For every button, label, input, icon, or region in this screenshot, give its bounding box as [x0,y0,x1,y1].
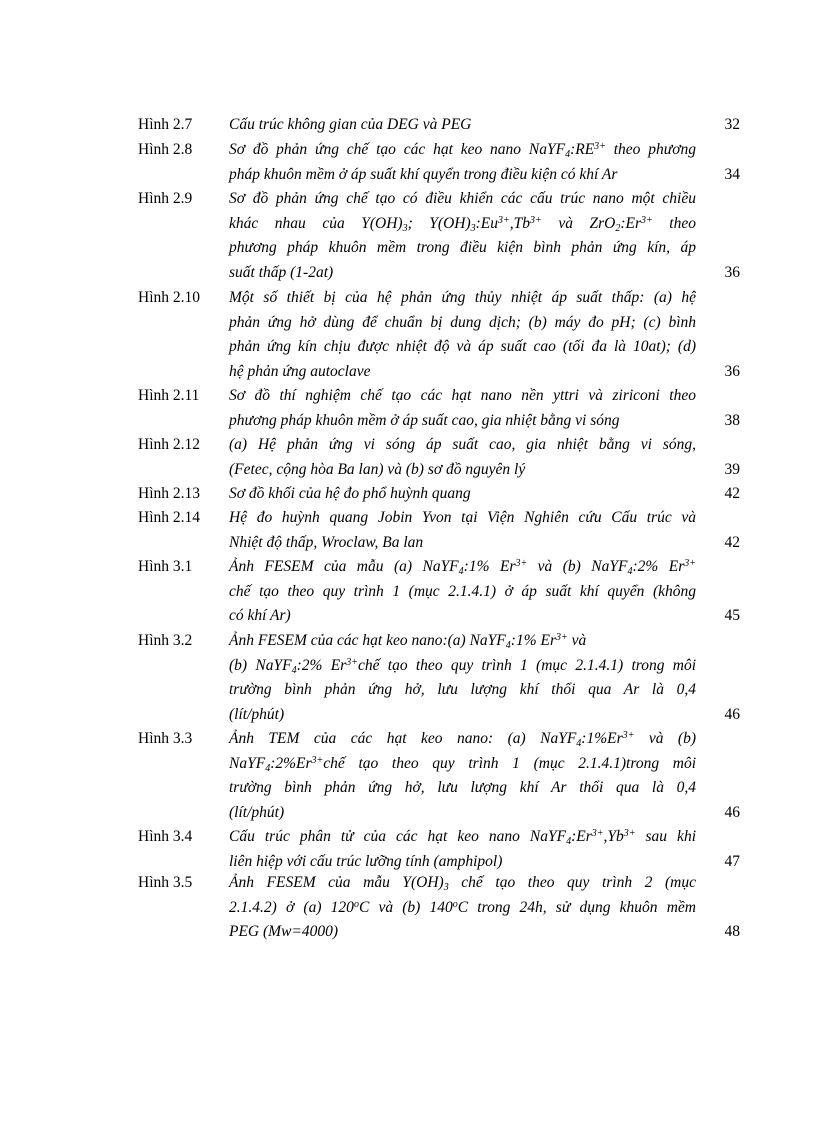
figure-caption [229,727,696,825]
caption-line [229,678,696,703]
caption-sup: 3+ [515,558,528,569]
caption-line [229,236,696,261]
caption-sub: 3 [470,222,476,234]
caption-sub: 4 [627,566,633,577]
caption-line [229,286,696,311]
caption-text: ,Tb [509,214,531,232]
caption-line [229,629,696,654]
caption-sub: 2 [615,222,621,234]
caption-text: C và (b) 140 [358,898,453,916]
caption-sup: 3+ [622,730,635,741]
figure-label: Hình 2.13 [138,485,200,502]
caption-sub: 4 [566,836,572,847]
figure-label: Hình 3.3 [138,730,193,747]
caption-sup: 3+ [530,214,542,226]
caption-line [229,825,696,850]
caption-sup: 3+ [684,558,697,569]
caption-text: :Eu [475,214,499,232]
caption-line [229,360,696,385]
figure-caption [229,482,696,507]
caption-text: suất thấp (1-2at) [229,263,334,281]
caption-text: sau khi [635,828,696,845]
page-number: 32 [724,116,740,133]
caption-line [229,896,696,921]
caption-text: (lít/phút) [229,705,285,723]
figure-caption [229,433,696,482]
caption-sup: o [353,898,359,910]
caption-sup: 3+ [594,141,606,152]
caption-text: khác nhau của Y(OH) [229,214,403,232]
caption-text: NaYF [229,754,266,772]
caption-text: liên hiệp với cấu trúc lưỡng tính (amphipol) [229,852,503,870]
page-number: 38 [724,411,740,429]
page-number: 36 [724,263,740,281]
figure-caption [229,555,696,629]
caption-line [229,113,696,138]
caption-sup: 3+ [311,754,324,766]
caption-text: :Er [620,214,642,232]
caption-text: 2.1.4.2) ở (a) 120 [229,898,354,916]
figure-label: Hình 2.11 [138,387,200,404]
caption-sub: 4 [458,566,464,577]
caption-text: Cấu trúc phân tử của các hạt keo nano NaYF [229,828,567,845]
caption-line [229,531,696,556]
caption-text: :2% Er [296,656,347,674]
caption-text: PEG (Mw=4000) [229,923,339,941]
caption-text: ,Yb [603,828,624,845]
caption-text: :1% Er [463,558,516,575]
caption-text: trường bình phản ứng hở, lưu lượng khí Ar thổi qua là 0,4 [229,779,696,797]
figure-label: Hình 2.8 [138,141,193,158]
caption-text: hệ phản ứng autoclave [229,362,371,380]
page-number: 36 [724,362,740,380]
caption-text: Nhiệt độ thấp, Wroclaw, Ba lan [229,533,424,551]
figure-label: Hình 2.10 [138,289,200,306]
caption-text: Sơ đồ thí nghiệm chế tạo các hạt nano nền yttri và ziriconi theo [229,387,696,404]
caption-line [229,752,696,777]
caption-line [229,458,696,483]
figure-caption [229,825,696,874]
caption-line [229,703,696,728]
caption-sup: 3+ [498,214,510,226]
caption-sub: 3 [402,222,408,234]
caption-text: theo phương [605,141,696,158]
page-number: 46 [724,803,740,821]
page-number: 42 [724,533,740,551]
figure-label: Hình 2.7 [138,116,193,133]
figure-caption [229,384,696,433]
caption-sub: 4 [576,738,582,749]
caption-line [229,311,696,336]
page-number: 45 [724,607,740,625]
figure-caption [229,629,696,727]
caption-text: và (b) [634,730,697,747]
caption-text: pháp khuôn mềm ở áp suất khí quyển trong điều kiện có khí Ar [229,165,618,183]
caption-line [229,482,696,507]
caption-text: phản ứng kín chịu được nhiệt độ và áp suất cao (tối đa là 10at); (d) [229,338,696,356]
figure-caption [229,286,696,384]
page-number: 47 [724,852,740,870]
caption-text: (Fetec, cộng hòa Ba lan) và (b) sơ đồ nguyên lý [229,460,526,478]
caption-text: phản ứng hở dùng để chuẩn bị dung dịch; (b) máy đo pH; (c) bình [229,313,696,331]
caption-line [229,580,696,605]
caption-line [229,138,696,163]
figure-label: Hình 3.5 [138,874,193,891]
figure-label: Hình 2.14 [138,509,200,526]
caption-line [229,212,696,237]
caption-sup: 3+ [641,214,653,226]
caption-text: ; Y(OH) [407,214,471,232]
caption-text: Một số thiết bị của hệ phản ứng thủy nhiệt áp suất thấp: (a) hệ [229,289,696,306]
caption-text: Ảnh TEM của các hạt keo nano: (a) NaYF [229,730,577,747]
caption-text: Ảnh FESEM của mẫu (a) NaYF [229,558,459,575]
caption-line [229,187,696,212]
caption-sup: 3+ [555,632,568,643]
caption-text: phương pháp khuôn mềm ở áp suất cao, gia nhiệt bằng vi sóng [229,411,620,429]
caption-line [229,163,696,188]
caption-text: Cấu trúc không gian của DEG và PEG [229,116,472,133]
caption-sub: 4 [505,640,511,651]
caption-text: theo [652,214,696,232]
caption-line [229,920,696,945]
caption-text: phương pháp khuôn mềm trong điều kiện bình phản ứng kín, áp [229,239,696,257]
caption-text: và [567,632,587,649]
caption-sub: 3 [443,882,449,893]
figure-caption [229,138,696,187]
page-number: 42 [724,485,740,502]
caption-text: Hệ đo huỳnh quang Jobin Yvon tại Viện Nghiên cứu Cấu trúc và [229,509,696,526]
caption-line [229,261,696,286]
caption-text: chế tạo theo quy trình 1 (mục 2.1.4.1)trong môi [323,754,696,772]
caption-text: trường bình phản ứng hở, lưu lượng khí thổi qua Ar là 0,4 [229,681,696,699]
caption-text: (lít/phút) [229,803,285,821]
caption-text: C trong 24h, sử dụng khuôn mềm [457,898,696,916]
caption-line [229,335,696,360]
caption-line [229,433,696,458]
caption-sub: 4 [265,762,271,774]
caption-text: Sơ đồ khối của hệ đo phổ huỳnh quang [229,485,471,502]
caption-line [229,727,696,752]
caption-text: Ảnh FESEM của mẫu Y(OH) [229,874,444,891]
caption-line [229,384,696,409]
caption-line [229,801,696,826]
caption-text: :1%Er [581,730,623,747]
caption-line [229,409,696,434]
caption-text: (a) Hệ phản ứng vi sóng áp suất cao, gia nhiệt bằng vi sóng, [229,436,696,453]
page-number: 39 [724,460,740,478]
caption-text: chế tạo theo quy trình 1 (mục 2.1.4.1) trong môi [357,656,697,674]
figure-label: Hình 3.2 [138,632,193,649]
caption-text: và (b) NaYF [527,558,628,575]
caption-line [229,654,696,679]
caption-text: chế tạo theo quy trình 2 (mục [448,874,696,891]
figure-label: Hình 3.4 [138,828,193,845]
caption-text: :2%Er [270,754,312,772]
caption-text: (b) NaYF [229,656,292,674]
caption-sub: 4 [291,664,297,676]
caption-line [229,555,696,580]
caption-sup: o [452,898,458,910]
caption-text: :Er [571,828,592,845]
caption-sup: 3+ [346,656,358,668]
figure-label: Hình 3.1 [138,558,193,575]
page-number: 34 [724,165,740,183]
caption-text: có khí Ar) [229,607,291,625]
caption-line [229,506,696,531]
caption-sub: 4 [565,149,571,160]
caption-text: Ảnh FESEM của các hạt keo nano:(a) NaYF [229,632,506,649]
caption-sup: 3+ [591,828,604,839]
caption-text: :RE [570,141,595,158]
caption-text: :2% Er [632,558,685,575]
caption-line [229,604,696,629]
caption-text: :1% Er [510,632,556,649]
caption-line [229,776,696,801]
figure-caption [229,187,696,285]
caption-text: chế tạo theo quy trình 1 (mục 2.1.4.1) ở áp suất khí quyển (không [229,582,696,600]
figure-caption [229,871,696,945]
caption-text: Sơ đồ phản ứng chế tạo các hạt keo nano NaYF [229,141,566,158]
caption-sup: 3+ [623,828,636,839]
figure-label: Hình 2.12 [138,436,200,453]
caption-text: Sơ đồ phản ứng chế tạo có điều khiển các cấu trúc nano một chiều [229,190,696,207]
figure-caption [229,506,696,555]
page-number: 48 [724,923,740,941]
caption-text: và ZrO [541,214,616,232]
figure-caption [229,113,696,138]
page-number: 46 [724,705,740,723]
figure-label: Hình 2.9 [138,190,193,207]
caption-line [229,871,696,896]
